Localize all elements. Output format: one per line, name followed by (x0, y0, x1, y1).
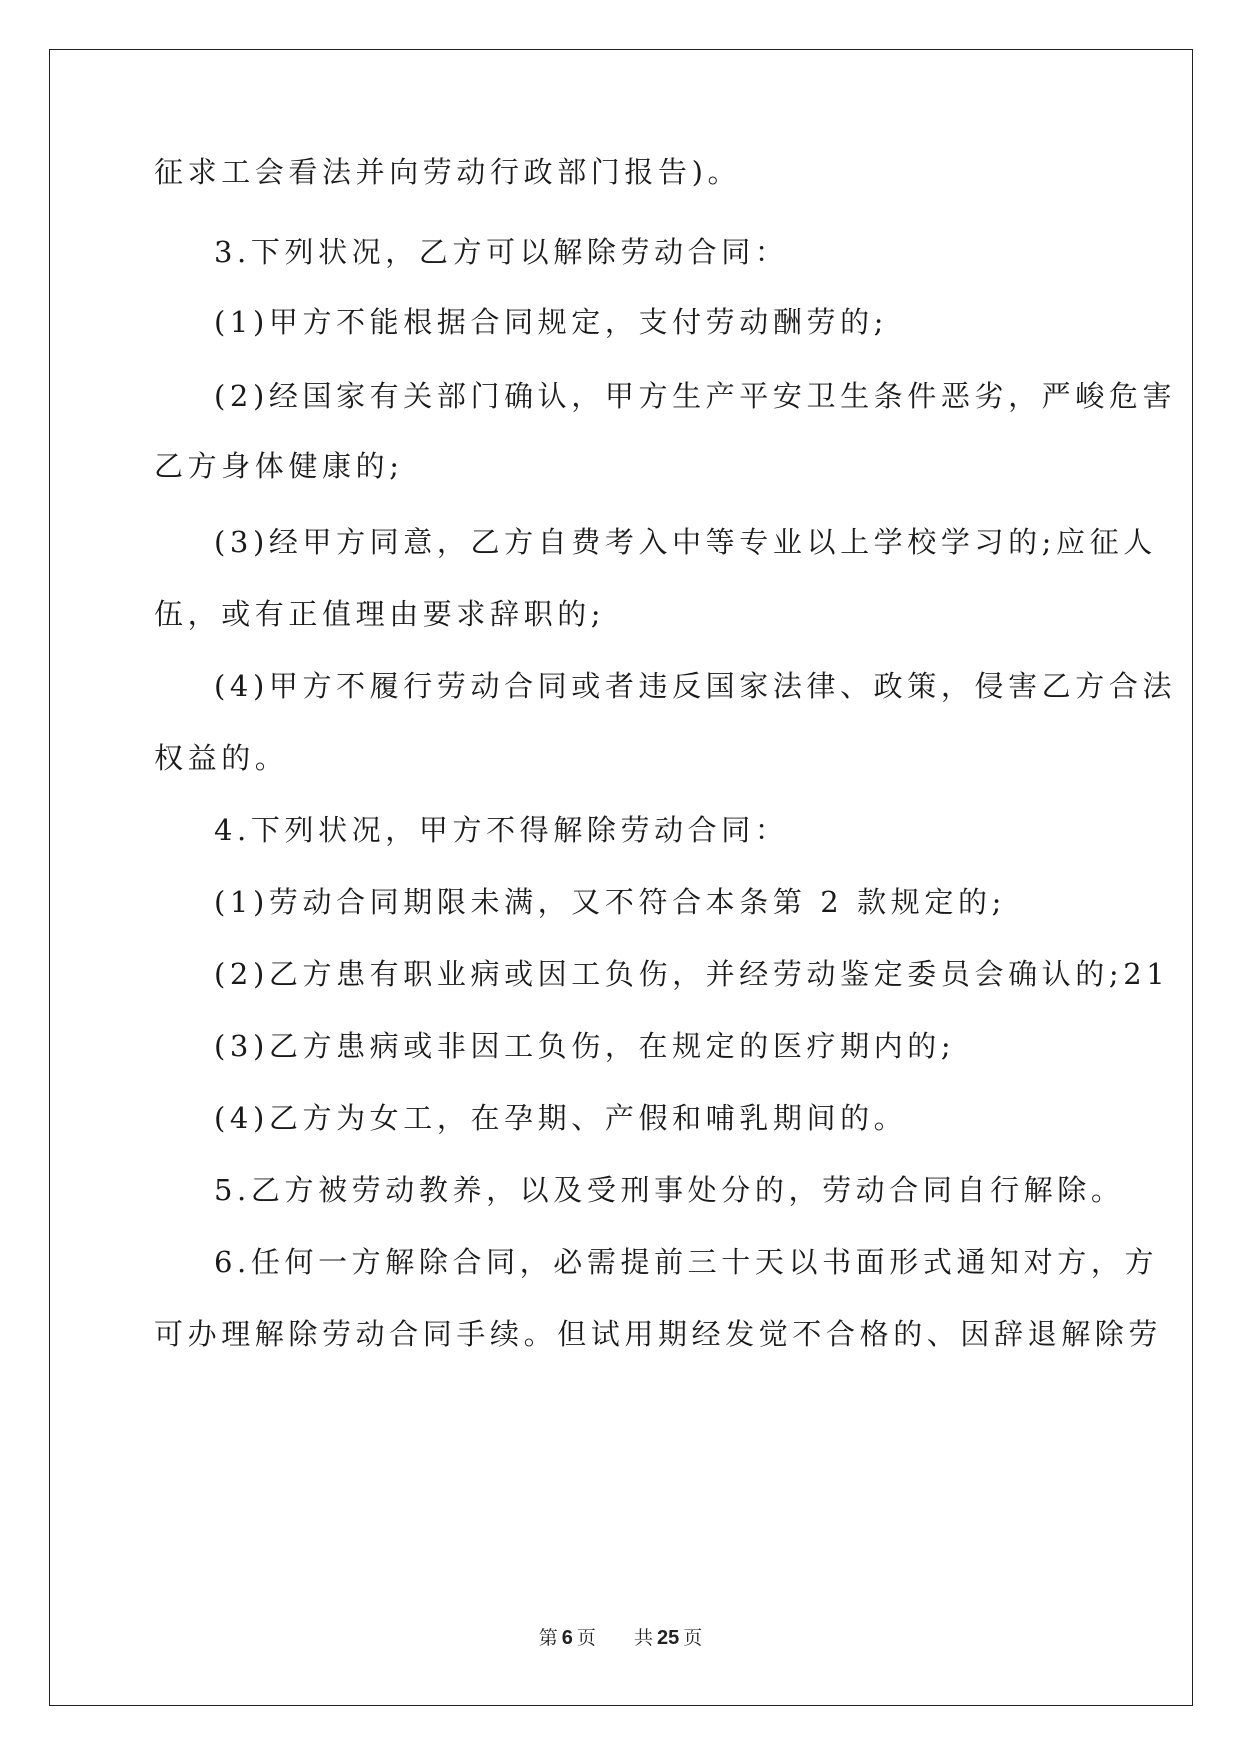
page-suffix: 页 (576, 1627, 596, 1649)
page-prefix: 第 (538, 1627, 558, 1649)
page-number: 6 (561, 1627, 573, 1649)
paragraph-line: (2)乙方患有职业病或因工负伤，并经劳动鉴定委员会确认的;21 (214, 957, 1170, 991)
paragraph-line: (1)劳动合同期限未满，又不符合本条第 2 款规定的; (214, 885, 1006, 919)
paragraph-line: 4.下列状况，甲方不得解除劳动合同： (214, 813, 789, 847)
paragraph-line: (2)经国家有关部门确认，甲方生产平安卫生条件恶劣，严峻危害 (214, 379, 1177, 413)
total-pages: 25 (657, 1627, 680, 1649)
paragraph-line: 5.乙方被劳动教养，以及受刑事处分的，劳动合同自行解除。 (214, 1173, 1125, 1207)
page-footer (0, 1623, 1241, 1650)
paragraph-line: 可办理解除劳动合同手续。但试用期经发觉不合格的、因辞退解除劳 (154, 1317, 1163, 1351)
total-suffix: 页 (683, 1627, 703, 1649)
paragraph-line: (3)经甲方同意，乙方自费考入中等专业以上学校学习的;应征人 (214, 525, 1157, 559)
paragraph-line: 3.下列状况，乙方可以解除劳动合同： (214, 235, 789, 269)
paragraph-line: (3)乙方患病或非因工负伤，在规定的医疗期内的; (214, 1029, 956, 1063)
paragraph-line: 征求工会看法并向劳动行政部门报告)。 (154, 155, 742, 189)
total-prefix: 共 (633, 1627, 653, 1649)
paragraph-line: 乙方身体健康的; (154, 449, 404, 483)
paragraph-line: (4)乙方为女工，在孕期、产假和哺乳期间的。 (214, 1101, 908, 1135)
paragraph-line: 伍，或有正值理由要求辞职的; (154, 597, 606, 631)
paragraph-line: 6.任何一方解除合同，必需提前三十天以书面形式通知对方，方 (214, 1245, 1159, 1279)
page-border (49, 49, 1193, 1706)
paragraph-line: (4)甲方不履行劳动合同或者违反国家法律、政策，侵害乙方合法 (214, 669, 1177, 703)
paragraph-line: (1)甲方不能根据合同规定，支付劳动酬劳的; (214, 305, 889, 339)
paragraph-line: 权益的。 (154, 741, 289, 775)
